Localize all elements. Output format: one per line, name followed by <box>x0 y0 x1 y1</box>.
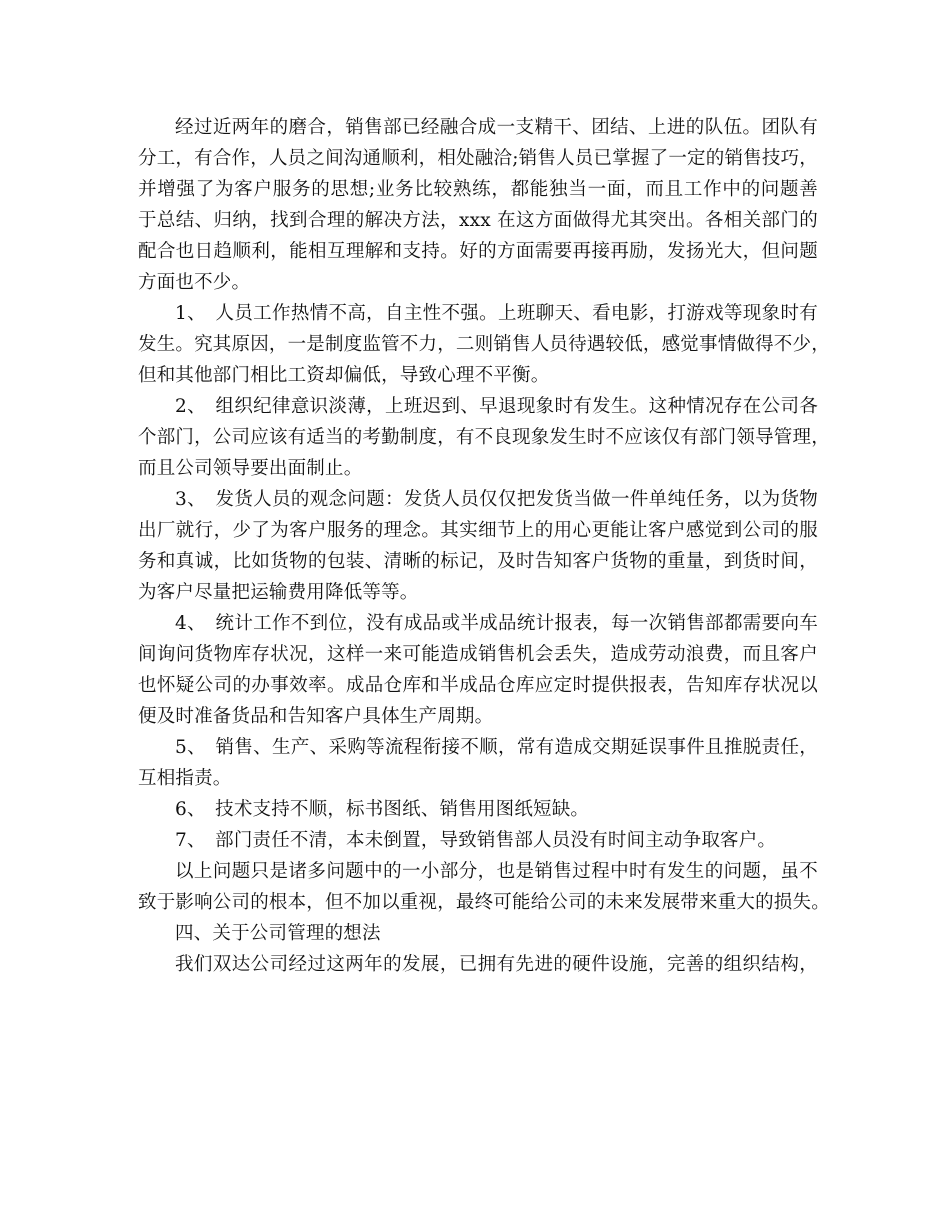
paragraph-line: 分工，有合作，人员之间沟通顺利，相处融洽;销售人员已掌握了一定的销售技巧， <box>138 148 818 169</box>
list-item-7-line: 7、 部门责任不清，本未倒置，导致销售部人员没有时间主动争取客户。 <box>175 830 777 851</box>
list-item-4-line: 也怀疑公司的办事效率。成品仓库和半成品仓库应定时提供报表，告知库存状况以 <box>138 675 818 696</box>
paragraph-line: 经过近两年的磨合，销售部已经融合成一支精干、团结、上进的队伍。团队有 <box>175 117 818 138</box>
list-item-2-line: 个部门，公司应该有适当的考勤制度，有不良现象发生时不应该仅有部门领导管理， <box>138 427 830 448</box>
list-item-6-line: 6、 技术支持不顺，标书图纸、销售用图纸短缺。 <box>175 799 590 820</box>
paragraph-line: 以上问题只是诸多问题中的一小部分，也是销售过程中时有发生的问题，虽不 <box>175 861 818 882</box>
list-item-1-line: 发生。究其原因，一是制度监管不力，二则销售人员待遇较低，感觉事情做得不少， <box>138 334 830 355</box>
paragraph-line: 我们双达公司经过这两年的发展，已拥有先进的硬件设施，完善的组织结构， <box>175 954 818 975</box>
document-body <box>138 112 830 980</box>
list-item-2-line: 2、 组织纪律意识淡薄，上班迟到、早退现象时有发生。这种情况存在公司各 <box>175 396 818 417</box>
list-item-1-line: 1、 人员工作热情不高，自主性不强。上班聊天、看电影，打游戏等现象时有 <box>175 303 818 324</box>
list-item-4-line: 间询问货物库存状况，这样一来可能造成销售机会丢失，造成劳动浪费，而且客户 <box>138 644 818 665</box>
list-item-2-line: 而且公司领导要出面制止。 <box>138 458 363 479</box>
list-item-3-line: 务和真诚，比如货物的包装、清晰的标记，及时告知客户货物的重量，到货时间， <box>138 551 818 572</box>
paragraph-line: 致于影响公司的根本，但不加以重视，最终可能给公司的未来发展带来重大的损失。 <box>138 892 830 913</box>
list-item-3-line: 为客户尽量把运输费用降低等等。 <box>138 582 419 603</box>
list-item-3-line: 出厂就行，少了为客户服务的理念。其实细节上的用心更能让客户感觉到公司的服 <box>138 520 818 541</box>
section-heading: 四、关于公司管理的想法 <box>175 923 381 944</box>
list-item-5-line: 互相指责。 <box>138 768 232 789</box>
paragraph-line: 方面也不少。 <box>138 272 251 293</box>
list-item-4-line: 4、 统计工作不到位，没有成品或半成品统计报表，每一次销售部都需要向车 <box>175 613 818 634</box>
list-item-1-line: 但和其他部门相比工资却偏低，导致心理不平衡。 <box>138 365 550 386</box>
list-item-3-line: 3、 发货人员的观念问题：发货人员仅仅把发货当做一件单纯任务，以为货物 <box>175 489 818 510</box>
paragraph-line: 于总结、归纳，找到合理的解决方法，xxx 在这方面做得尤其突出。各相关部门的 <box>138 210 818 231</box>
list-item-5-line: 5、 销售、生产、采购等流程衔接不顺，常有造成交期延误事件且推脱责任， <box>175 737 818 758</box>
list-item-4-line: 便及时准备货品和告知客户具体生产周期。 <box>138 706 494 727</box>
paragraph-line: 配合也日趋顺利，能相互理解和支持。好的方面需要再接再励，发扬光大，但问题 <box>138 241 818 262</box>
paragraph-line: 并增强了为客户服务的思想;业务比较熟练，都能独当一面，而且工作中的问题善 <box>138 179 818 200</box>
